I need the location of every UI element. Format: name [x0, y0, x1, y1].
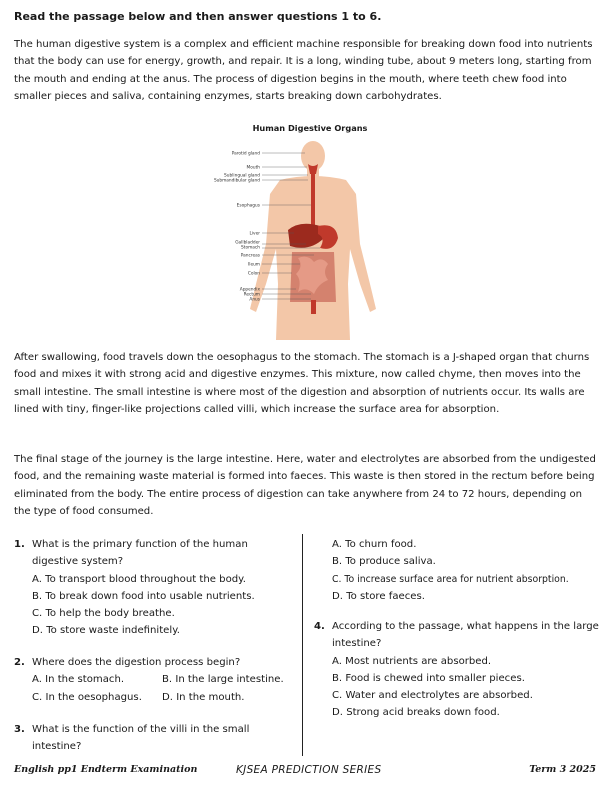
label-colon: Colon	[247, 271, 260, 277]
label-parotid: Parotid gland	[231, 151, 260, 157]
label-esophagus: Esophagus	[236, 203, 260, 209]
label-sublingual: Sublingual gland	[224, 173, 260, 179]
option-b: B. Food is chewed into smaller pieces.	[332, 672, 525, 684]
passage-paragraph-1: The human digestive system is a complex and efficient machine responsible for breaking down food into nutrients that the body can use for energy, growth, and repair. It is a long, winding tube, about 9 meters long, starting from the mouth and ending at the anus. The process of digestion begins in the mouth, where teeth chew food into smaller pieces and saliva, containing enzymes, starts breaking down carbohydrates.	[14, 39, 593, 102]
question-number: 4.	[314, 621, 325, 632]
label-rectum: Rectum	[243, 292, 260, 298]
option-a: A. To churn food.	[332, 539, 417, 550]
option-a: A. In the stomach.	[32, 674, 125, 686]
rectum-organ	[311, 300, 316, 314]
passage-paragraph-3: The final stage of the journey is the large intestine. Here, water and electrolytes are absorbed from the undigested food, and the remaining waste material is formed into faeces. This waste is then stored in the rectum before being eliminated from the body. The entire process of digestion can take anywhere from 24 to 72 hours, depending on the type of food consumed.	[14, 454, 596, 517]
digestive-diagram	[210, 134, 410, 340]
label-submandibular: Submandibular gland	[213, 178, 260, 184]
question-3	[14, 721, 284, 756]
label-gallbladder: Gallbladder	[235, 240, 260, 246]
label-appendix: Appendix	[239, 287, 260, 293]
option-a: A. Most nutrients are absorbed.	[332, 655, 492, 667]
option-d: D. Strong acid breaks down food.	[332, 707, 500, 719]
option-d: D. To store waste indefinitely.	[32, 625, 180, 637]
label-stomach: Stomach	[241, 245, 260, 251]
question-stem: What is the function of the villi in the small intestine?	[32, 724, 250, 753]
question-2	[14, 654, 299, 706]
option-b: B. To break down food into usable nutrients.	[32, 590, 255, 602]
question-stem: Where does the digestion process begin?	[32, 657, 241, 668]
option-b: B. In the large intestine.	[162, 674, 284, 686]
page-footer	[0, 764, 612, 780]
question-3-options	[314, 536, 604, 605]
option-c: C. Water and electrolytes are absorbed.	[332, 690, 533, 702]
option-b: B. To produce saliva.	[332, 556, 436, 568]
question-stem: According to the passage, what happens in the large intestine?	[332, 621, 599, 650]
option-a: A. To transport blood throughout the body.	[32, 573, 246, 585]
label-ileum: Ileum	[247, 262, 260, 268]
footer-right: Term 3 2025	[529, 764, 596, 775]
esophagus-organ	[311, 172, 315, 230]
option-c: C. In the oesophagus.	[32, 691, 142, 703]
option-c: C. To increase surface area for nutrient absorption.	[332, 573, 569, 585]
organ-labels	[214, 151, 261, 303]
option-c: C. To help the body breathe.	[32, 608, 175, 620]
instruction-heading: Read the passage below and then answer questions 1 to 6.	[14, 10, 382, 23]
footer-left: English pp1 Endterm Examination	[14, 764, 198, 775]
passage-paragraph-2: After swallowing, food travels down the oesophagus to the stomach. The stomach is a J-shaped organ that churns food and mixes it with strong acid and digestive enzymes. This mixture, now called chyme, then moves into the small intestine. The small intestine is where most of the digestion and absorption of nutrients occur. Its walls are lined with tiny, finger-like projections called villi, which increase the surface area for absorption.	[14, 352, 590, 415]
label-mouth: Mouth	[246, 165, 260, 171]
question-4	[314, 618, 604, 722]
option-d: D. To store faeces.	[332, 590, 425, 602]
option-d: D. In the mouth.	[162, 691, 245, 703]
question-number: 3.	[14, 724, 25, 735]
label-anus: Anus	[249, 297, 260, 303]
digestive-system-figure	[210, 120, 410, 340]
column-divider	[302, 534, 303, 756]
question-number: 2.	[14, 657, 25, 668]
label-pancreas: Pancreas	[240, 253, 260, 259]
question-1	[14, 536, 284, 640]
label-liver: Liver	[249, 231, 260, 237]
question-stem: What is the primary function of the human digestive system?	[32, 539, 248, 568]
figure-title: Human Digestive Organs	[252, 123, 368, 133]
question-number: 1.	[14, 539, 25, 550]
footer-center: KJSEA PREDICTION SERIES	[236, 764, 382, 776]
